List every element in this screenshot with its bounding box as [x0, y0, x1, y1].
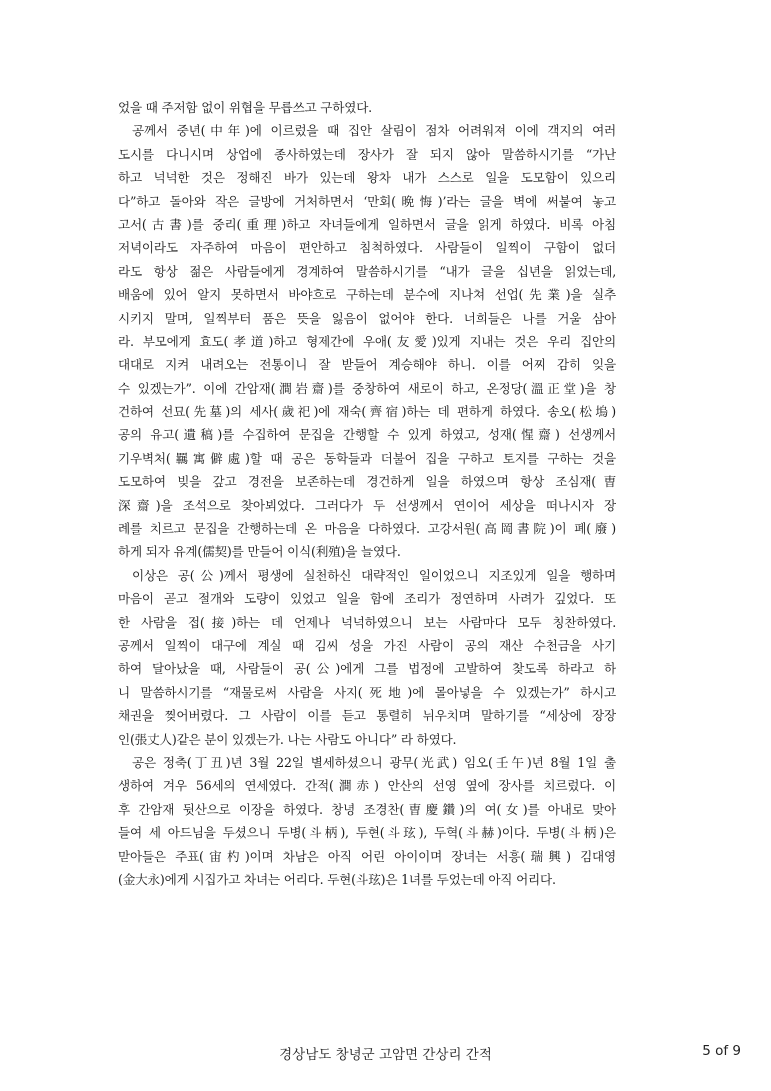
text-line: 인(張丈人)같은 분이 있겠는가. 나는 사람도 아니다” 라 하였다. — [118, 731, 457, 747]
text-line: 공께서 일찍이 대구에 계실 때 김씨 성을 가진 사람이 공의 재산 수천금을 사기 — [118, 637, 616, 653]
text-line: 라도 항상 젊은 사람들에게 경계하여 말씀하시기를 “내가 글을 십년을 읽었는데, — [118, 263, 616, 279]
text-line: 건하여 선묘(先墓)의 세사(歲祀)에 재숙(齊宿)하는 데 편하게 하였다. 송오(松塢) — [118, 404, 616, 420]
text-line: 도모하여 빚을 갚고 경전을 보존하는데 경건하게 일을 하였으며 항상 조심재(曺 — [118, 474, 616, 490]
text-line: 후 간암재 뒷산으로 이장을 하였다. 창녕 조경찬(曺慶鑽)의 여(女)를 아내로 맞아 — [118, 801, 616, 817]
text-line: 대대로 지켜 내려오는 전통이니 잘 받들어 계승해야 하니. 이를 어찌 감히 잊을 — [118, 357, 616, 373]
text-line: 들여 세 아드님을 두셨으니 두병(斗柄), 두현(斗玹), 두혁(斗赫)이다. 두병(斗柄)은 — [118, 825, 616, 841]
text-line: 하여 달아났을 때, 사람들이 공(公)에게 그를 법정에 고발하여 찾도록 하라고 하 — [118, 661, 616, 677]
text-line: 하고 넉넉한 것은 정해진 바가 있는데 왕차 내가 스스로 일을 도모함이 있으리 — [118, 170, 616, 186]
text-line: 라. 부모에게 효도(孝道)하고 형제간에 우애(友愛)있게 지내는 것은 우리 집안의 — [118, 333, 616, 349]
text-line: 수 있겠는가”. 이에 간암재(澗岩齋)를 중창하여 새로이 하고, 온정당(溫正堂)을 창 — [118, 380, 616, 396]
text-line: 저녁이라도 자주하여 마음이 편안하고 침척하였다. 사람들이 일찍이 구함이 없더 — [118, 240, 616, 256]
text-line: 이상은 공(公)께서 평생에 실천하신 대략적인 일이었으니 지조있게 일을 행하며 — [132, 567, 616, 583]
text-line: 배움에 있어 알지 못하면서 바야흐로 구하는데 분수에 지나쳐 선업(先業)을 실추 — [118, 287, 616, 303]
text-line: 深齋)을 조석으로 찾아뵈었다. 그러다가 두 선생께서 연이어 세상을 떠나시자 장 — [118, 497, 616, 513]
text-line: 마음이 곧고 절개와 도량이 있었고 일을 함에 조리가 정연하며 사려가 깊었다. 또 — [118, 591, 616, 607]
text-line: (金大永)에게 시집가고 차녀는 어리다. 두현(斗玹)은 1녀를 두었는데 아직 어리다. — [118, 871, 556, 887]
text-line: 고서(古書)를 중리(重理)하고 자녀들에게 일하면서 글을 읽게 하였다. 비록 아침 — [118, 216, 616, 232]
text-line: 례를 치르고 문집을 간행하는데 온 마음을 다하였다. 고강서원(高岡書院)이 폐(廢) — [118, 521, 616, 537]
text-line: 공께서 중년(中年)에 이르렀을 때 집안 살림이 점차 어려워져 이에 객지의 여러 — [132, 123, 616, 139]
text-line: 었을 때 주저함 없이 위협을 무릅쓰고 구하였다. — [118, 100, 372, 115]
text-line: 공은 정축(丁丑)년 3월 22일 별세하셨으니 광무(光武) 임오(壬午)년 8월 1일 출 — [132, 754, 616, 770]
page-number: 5 of 9 — [702, 1043, 741, 1059]
text-line: 니 말씀하시기를 “재물로써 사람을 사지(死地)에 몰아넣을 수 있겠는가” 하시고 — [118, 684, 616, 700]
text-line: 한 사람을 접(接)하는 데 언제나 넉넉하였으니 보는 사람마다 모두 칭찬하였다. — [118, 614, 616, 630]
footer-title: 경상남도 창녕군 고암면 간상리 간적 — [279, 1047, 492, 1063]
body-text — [118, 96, 616, 891]
text-line: 생하여 겨우 56세의 연세였다. 간적(澗赤) 안산의 선영 옆에 장사를 치르렀다. 이 — [118, 778, 616, 794]
text-line: 도시를 다니시며 상업에 종사하였는데 장사가 잘 되지 않아 말씀하시기를 “가난 — [118, 146, 616, 162]
text-line: 맏아들은 주표(宙杓)이며 차남은 아직 어린 아이이며 장녀는 서흥(瑞興) 김대영 — [118, 848, 616, 864]
text-line: 채권을 찢어버렸다. 그 사람이 이를 듣고 통렬히 뉘우치며 말하기를 “세상에 장장 — [118, 708, 616, 724]
text-line: 하게 되자 유계(儒契)를 만들어 이식(利殖)을 늘였다. — [118, 544, 401, 560]
text-line: 기우벽처(羈寓僻處)할 때 공은 동학들과 더불어 집을 구하고 토지를 구하는 것을 — [118, 450, 616, 466]
text-line: 공의 유고(遺稿)를 수집하여 문집을 간행할 수 있게 하였고, 성재(惺齋) 선생께서 — [118, 427, 616, 443]
text-line: 다”하고 돌아와 작은 글방에 거처하면서 ‘만회(晩悔)’라는 글을 벽에 써붙여 놓고 — [118, 193, 616, 209]
text-line: 시키지 말며, 일찍부터 품은 뜻을 잃음이 없어야 한다. 너희들은 나를 거울 삼아 — [118, 310, 616, 326]
